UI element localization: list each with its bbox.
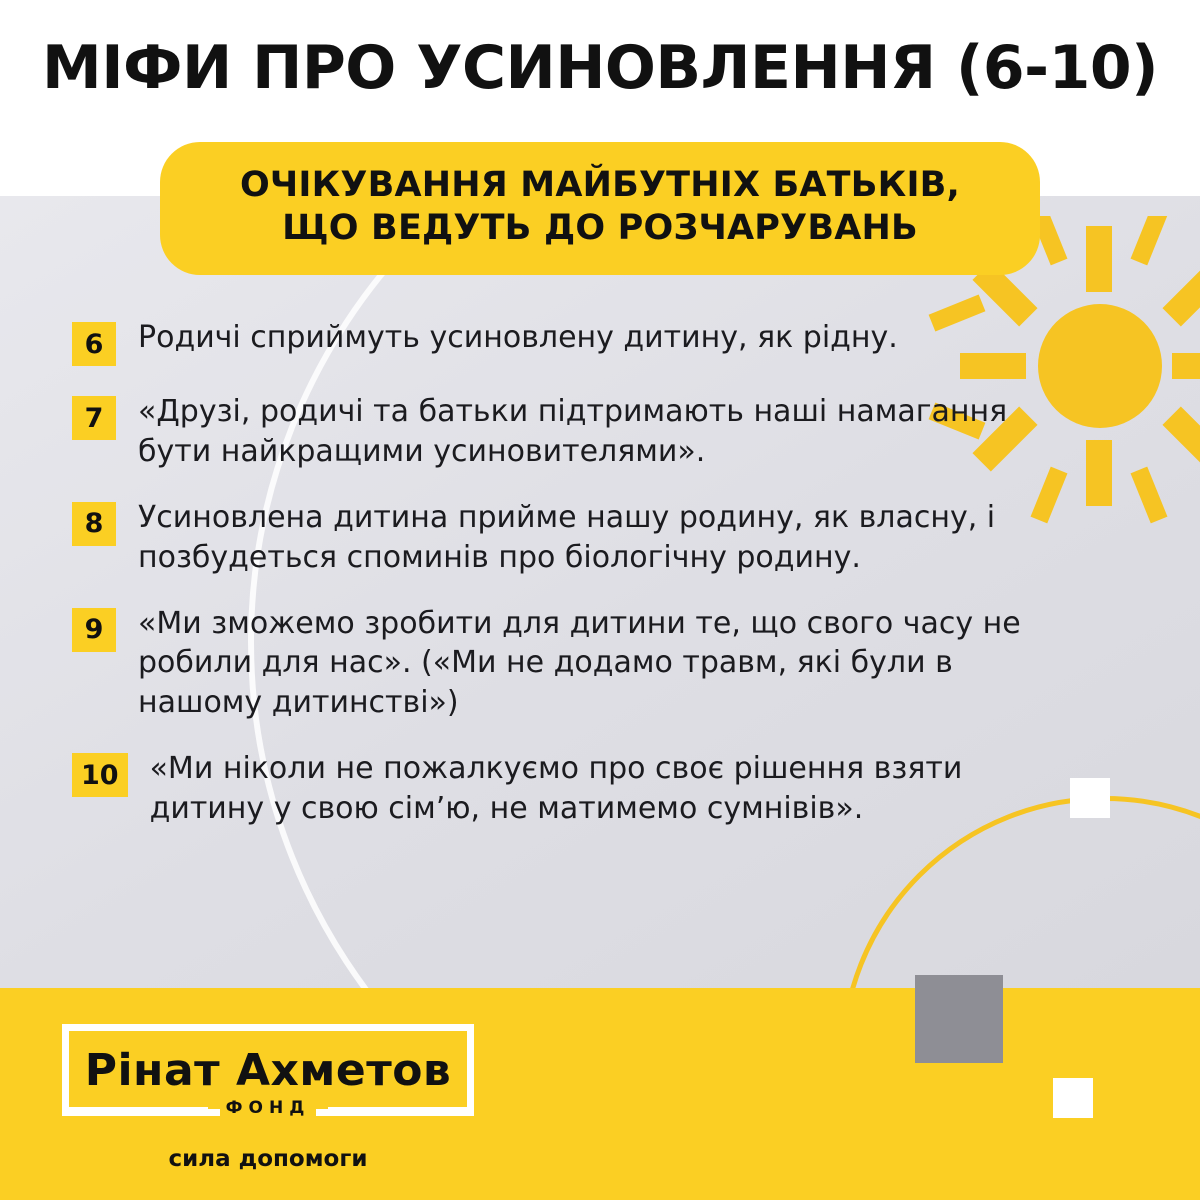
list-item — [72, 604, 1082, 724]
myths-list — [72, 318, 1082, 855]
list-item-text: «Ми ніколи не пожалкуємо про своє рішення взяти дитину у свою сім’ю, не матимемо сумнівів». — [149, 751, 963, 827]
list-item-number: 7 — [72, 396, 116, 440]
list-item-text: «Друзі, родичі та батьки підтримають наші намагання бути найкращими усиновителями». — [138, 394, 1008, 469]
logo-name: Рінат Ахметов — [84, 1044, 452, 1096]
list-item — [72, 749, 1082, 829]
list-item-text: Родичі сприймуть усиновлену дитину, як рідну. — [138, 320, 898, 355]
subtitle-banner — [160, 142, 1040, 275]
list-item-text: Усиновлена дитина прийме нашу родину, як власну, і позбудеться споминів про біологічну родину. — [138, 499, 996, 575]
list-item-number: 6 — [72, 322, 116, 366]
decorative-white-square-bottom — [1053, 1078, 1093, 1118]
subtitle-line-1: ОЧІКУВАННЯ МАЙБУТНІХ БАТЬКІВ, — [239, 165, 961, 205]
logo-rule-left — [62, 1107, 208, 1110]
decorative-grey-square — [915, 975, 1003, 1063]
list-item-number: 8 — [72, 502, 116, 546]
list-item-number: 9 — [72, 608, 116, 652]
page-title: МІФИ ПРО УСИНОВЛЕННЯ (6-10) — [41, 33, 1158, 103]
logo-subtitle-row — [62, 1098, 474, 1118]
footer-tagline: сила допомоги — [168, 1146, 368, 1172]
logo-subtitle: ФОНД — [220, 1098, 317, 1118]
subtitle-line-2: ЩО ВЕДУТЬ ДО РОЗЧАРУВАНЬ — [282, 207, 918, 248]
list-item — [72, 498, 1082, 578]
list-item-number: 10 — [72, 753, 128, 797]
page-title-area — [0, 0, 1200, 136]
list-item — [72, 392, 1082, 472]
logo-rule-right — [328, 1107, 474, 1110]
list-item-text: «Ми зможемо зробити для дитини те, що свого часу не робили для нас». («Ми не додамо травм, які були в нашому дитинстві») — [138, 605, 1021, 721]
list-item — [72, 318, 1082, 366]
